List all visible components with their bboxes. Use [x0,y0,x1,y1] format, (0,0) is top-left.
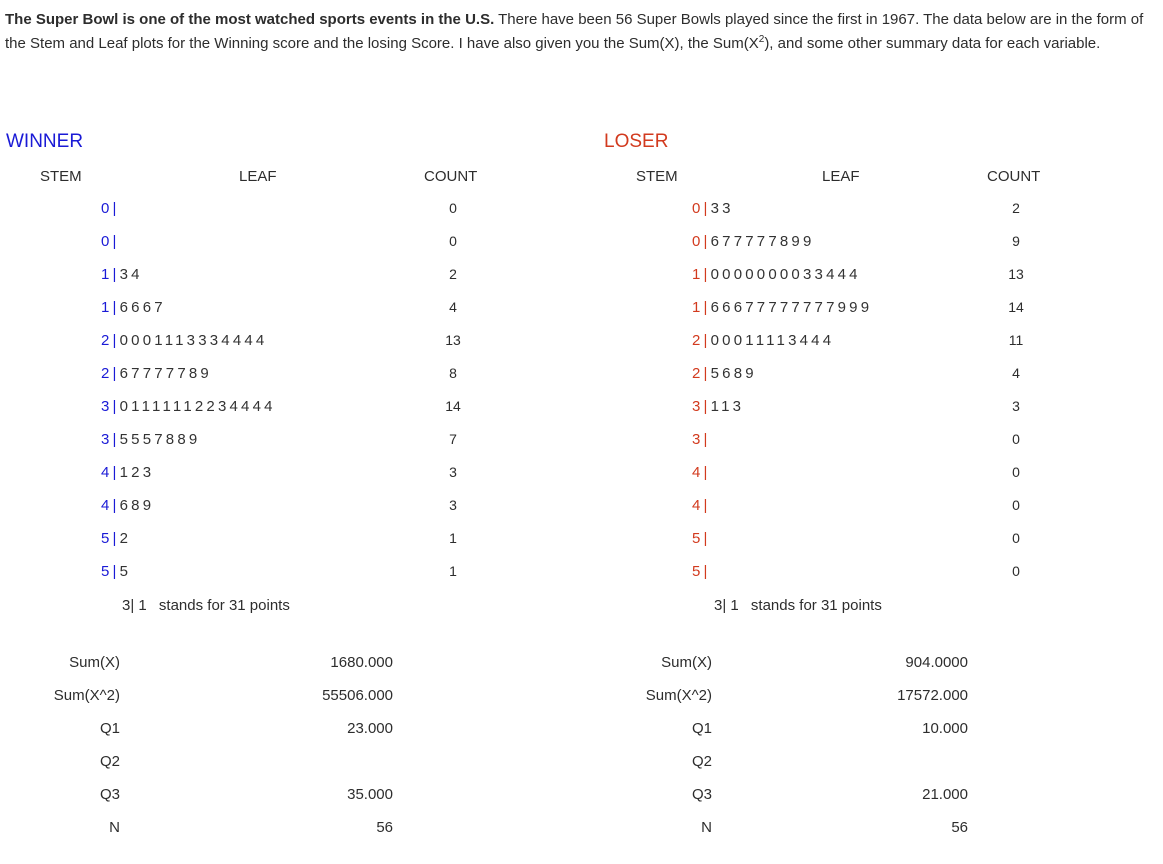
loser-key-example: 3| 1 [714,597,739,614]
winner-count-value: 2 [449,266,457,282]
winner-stem-header: STEM [40,168,82,185]
loser-row-3 [692,266,861,283]
winner-count-header: COUNT [424,168,478,185]
loser-leaf-value: 66677777777999 [710,299,873,316]
winner-summary-value: 55506.000 [322,687,393,704]
winner-leaf-value: 689 [119,497,155,514]
winner-count-value: 0 [449,200,457,216]
intro-sup: 2 [758,34,765,45]
winner-leaf-value: 123 [119,464,155,481]
loser-leaf-value: 677777899 [710,233,815,250]
winner-key-example: 3| 1 [122,597,147,614]
loser-row-10 [692,497,711,514]
winner-stem-value: 3| [101,398,120,415]
loser-row-9 [692,464,711,481]
loser-summary-value: 56 [951,819,968,836]
loser-stem-header: STEM [636,168,678,185]
winner-stem-value: 1| [101,299,120,316]
winner-summary-value: 35.000 [347,786,393,803]
winner-summary-label: Q3 [99,786,120,803]
winner-row-10 [101,497,154,514]
loser-count-value: 13 [1008,266,1024,282]
winner-count-value: 1 [449,530,457,546]
winner-summary-label: Sum(X^2) [53,687,120,704]
winner-stem-value: 0| [101,233,120,250]
loser-leaf-value: 0000000033444 [710,266,861,283]
loser-row-11 [692,530,711,547]
winner-row-4 [101,299,166,316]
loser-stem-value: 2| [692,365,711,382]
winner-stem-value: 1| [101,266,120,283]
loser-count-value: 0 [1012,431,1020,447]
loser-title: LOSER [604,131,669,152]
winner-count-value: 4 [449,299,457,315]
winner-count-value: 3 [449,464,457,480]
loser-count-value: 2 [1012,200,1020,216]
winner-row-3 [101,266,143,283]
winner-leaf-header: LEAF [239,168,277,185]
loser-row-12 [692,563,711,580]
loser-count-value: 0 [1012,464,1020,480]
loser-leaf-header: LEAF [822,168,860,185]
winner-summary-label: Sum(X) [69,654,120,671]
winner-leaf-value: 34 [119,266,143,283]
loser-stem-value: 4| [692,464,711,481]
loser-stem-value: 0| [692,200,711,217]
winner-summary-label: N [109,819,120,836]
winner-stem-value: 2| [101,332,120,349]
loser-stem-value: 0| [692,233,711,250]
winner-summary-value: 1680.000 [330,654,393,671]
winner-row-6 [101,365,212,382]
loser-count-value: 0 [1012,563,1020,579]
winner-summary-value: 56 [376,819,393,836]
winner-count-value: 7 [449,431,457,447]
winner-summary-label: Q2 [99,753,120,770]
loser-row-1 [692,200,734,217]
winner-stem-value: 4| [101,464,120,481]
loser-key [714,597,882,614]
loser-row-7 [692,398,744,415]
loser-row-6 [692,365,757,382]
loser-summary-label: Sum(X) [661,654,712,671]
winner-count-value: 0 [449,233,457,249]
loser-stem-value: 5| [692,530,711,547]
winner-row-9 [101,464,154,481]
intro-text-a: There have been 56 Super Bowls played since the first in 1967. The data below are in the form of the Stem and Leaf plots for the Winning score and the losing Score. I have also given you the Sum(X), the Sum(X [5,11,1144,52]
loser-stem-value: 3| [692,398,711,415]
loser-leaf-value: 00011113444 [710,332,835,349]
winner-stem-value: 0| [101,200,120,217]
winner-stem-value: 4| [101,497,120,514]
loser-stem-value: 5| [692,563,711,580]
loser-key-meaning: stands for 31 points [750,597,882,614]
winner-leaf-value: 5 [119,563,132,580]
winner-leaf-value: 0001113334444 [119,332,268,349]
winner-leaf-value: 2 [119,530,132,547]
winner-summary-label: Q1 [99,720,120,737]
loser-leaf-value: 113 [710,398,745,415]
loser-summary-label: Q1 [691,720,712,737]
winner-row-11 [101,530,131,547]
loser-count-header: COUNT [987,168,1041,185]
winner-leaf-value: 01111112234444 [119,398,276,415]
winner-leaf-value: 6667 [119,299,166,316]
winner-count-value: 1 [449,563,457,579]
loser-row-5 [692,332,834,349]
loser-stem-value: 3| [692,431,711,448]
winner-count-value: 3 [449,497,457,513]
intro-text-b: ), and some other summary data for each variable. [764,35,1101,52]
winner-row-2 [101,233,120,250]
loser-summary-value: 17572.000 [897,687,968,704]
loser-summary-value: 904.0000 [905,654,968,671]
loser-summary-label: Q2 [691,753,712,770]
loser-summary-value: 21.000 [922,786,968,803]
winner-title: WINNER [6,131,84,152]
winner-stem-value: 2| [101,365,120,382]
loser-count-value: 4 [1012,365,1020,381]
loser-count-value: 0 [1012,530,1020,546]
loser-stem-value: 1| [692,299,711,316]
winner-stem-value: 5| [101,530,120,547]
loser-row-4 [692,299,872,316]
loser-leaf-value: 33 [710,200,734,217]
winner-row-5 [101,332,267,349]
winner-stem-value: 3| [101,431,120,448]
loser-leaf-value: 5689 [710,365,757,382]
winner-row-8 [101,431,200,448]
winner-count-value: 13 [445,332,461,348]
winner-leaf-value: 67777789 [119,365,212,382]
winner-key [122,597,290,614]
winner-key-meaning: stands for 31 points [158,597,290,614]
winner-row-1 [101,200,120,217]
winner-count-value: 14 [445,398,461,414]
loser-summary-label: Sum(X^2) [645,687,712,704]
loser-summary-label: N [701,819,712,836]
loser-row-2 [692,233,815,250]
loser-count-value: 3 [1012,398,1020,414]
loser-count-value: 9 [1012,233,1020,249]
winner-leaf-value: 5557889 [119,431,201,448]
loser-stem-value: 4| [692,497,711,514]
loser-count-value: 0 [1012,497,1020,513]
winner-row-7 [101,398,276,415]
winner-stem-value: 5| [101,563,120,580]
loser-stem-value: 1| [692,266,711,283]
intro-paragraph [5,8,1155,56]
intro-bold: The Super Bowl is one of the most watched sports events in the U.S. [5,11,495,28]
winner-summary-value: 23.000 [347,720,393,737]
loser-summary-label: Q3 [691,786,712,803]
loser-stem-value: 2| [692,332,711,349]
winner-count-value: 8 [449,365,457,381]
winner-row-12 [101,563,131,580]
loser-row-8 [692,431,711,448]
loser-summary-value: 10.000 [922,720,968,737]
loser-count-value: 14 [1008,299,1024,315]
loser-count-value: 11 [1008,332,1024,348]
